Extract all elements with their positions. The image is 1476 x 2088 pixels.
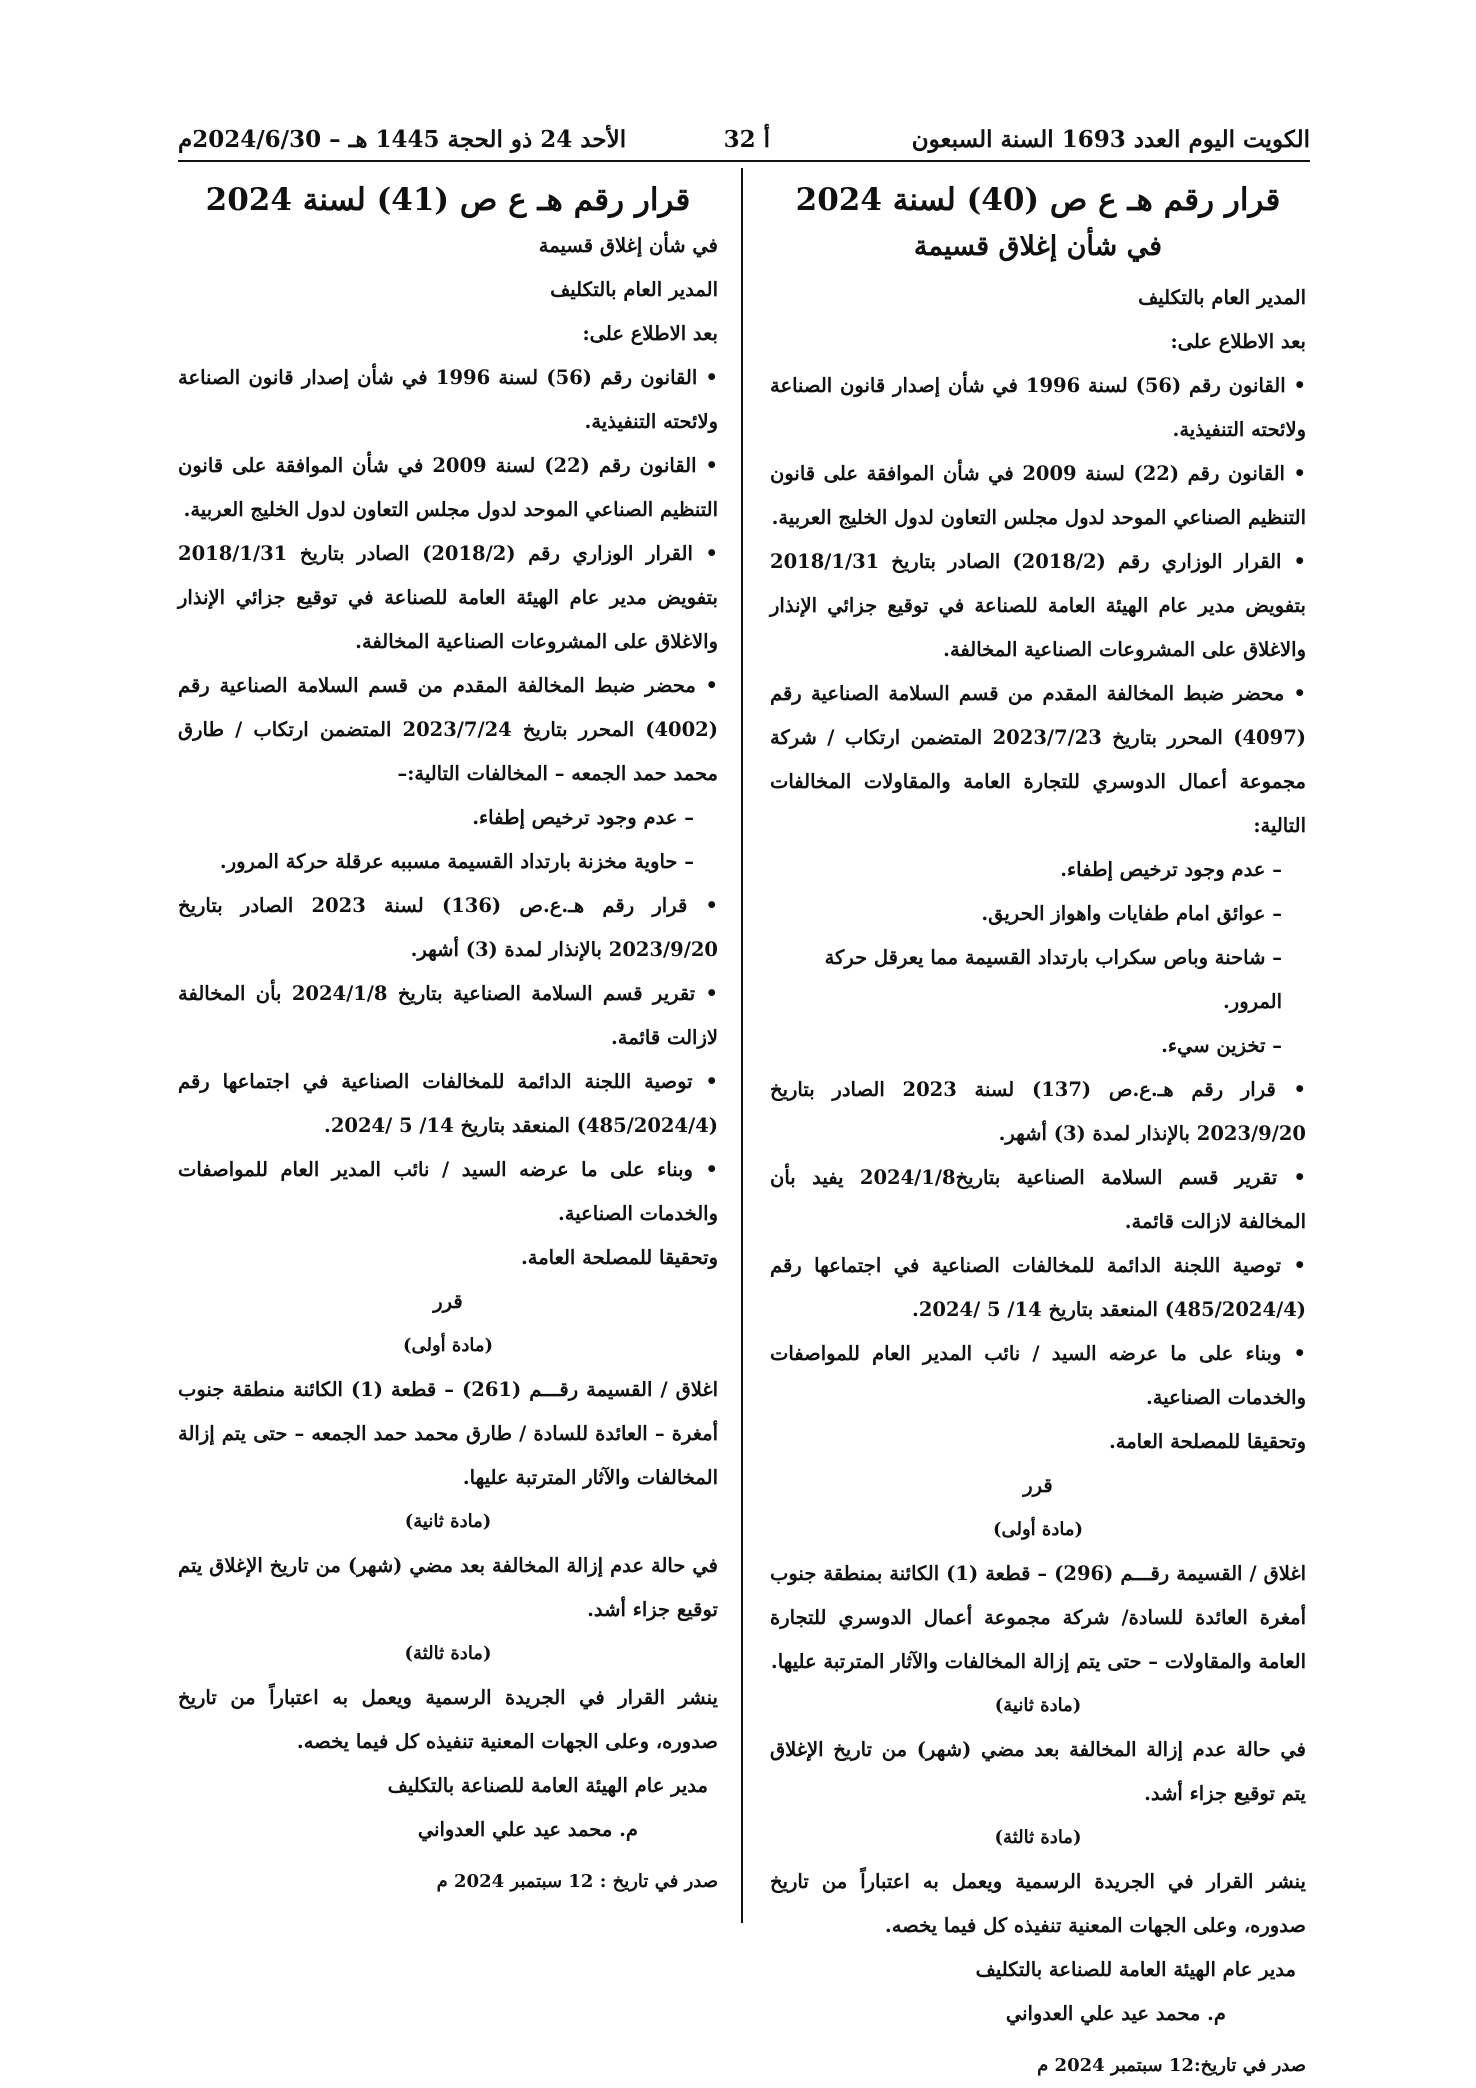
bullet-item: • قرار رقم هـ.ع.ص (136) لسنة 2023 الصادر بتاريخ 2023/9/20 بالإنذار لمدة (3) أشهر. (178, 884, 718, 972)
bullet-item: • وبناء على ما عرضه السيد / نائب المدير العام للمواصفات والخدمات الصناعية. (178, 1148, 718, 1236)
decided-heading: قرر (1023, 1474, 1053, 1497)
article-1-heading: (مادة أولى) (992, 1519, 1084, 1540)
article-1-heading: (مادة أولى) (402, 1335, 494, 1356)
bullet-item: • قرار رقم هـ.ع.ص (137) لسنة 2023 الصادر بتاريخ 2023/9/20 بالإنذار لمدة (3) أشهر. (770, 1068, 1306, 1156)
violation-item: – شاحنة وباص سكراب بارتداد القسيمة مما يعرقل حركة المرور. (770, 936, 1306, 1024)
decision-subtitle: في شأن إغلاق قسيمة (913, 231, 1163, 262)
violation-item: – عدم وجود ترخيص إطفاء. (178, 796, 718, 840)
column-divider (741, 168, 743, 1923)
decision-title: قرار رقم هـ ع ص (40) لسنة 2024 (795, 182, 1281, 218)
issue-date: صدر في تاريخ : 12 سبتمبر 2024 م (436, 1871, 718, 1892)
bullet-item: • محضر ضبط المخالفة المقدم من قسم السلامة الصناعية رقم (4002) المحرر بتاريخ 2023/7/24 المتضمن ارتكاب / طارق محمد حمد الجمعه – المخالفات التالية:– (178, 664, 718, 796)
bullet-item: • تقرير قسم السلامة الصناعية بتاريخ2024/1/8 يفيد بأن المخالفة لازالت قائمة. (770, 1156, 1306, 1244)
article-1-text: اغلاق / القسيمة رقـــم (261) – قطعة (1) الكائنة منطقة جنوب أمغرة – العائدة للسادة / طارق محمد حمد الجمعه – حتى يتم إزالة المخالفات والآثار المترتبة عليها. (178, 1378, 718, 1489)
bullet-item: • وبناء على ما عرضه السيد / نائب المدير العام للمواصفات والخدمات الصناعية. (770, 1332, 1306, 1420)
bullet-item: • تقرير قسم السلامة الصناعية بتاريخ 2024/1/8 بأن المخالفة لازالت قائمة. (178, 972, 718, 1060)
decision-41-column (178, 170, 718, 1904)
decision-subtitle: في شأن إغلاق قسيمة (538, 234, 718, 257)
bullet-item: • القانون رقم (22) لسنة 2009 في شأن الموافقة على قانون التنظيم الصناعي الموحد لدول مجلس التعاون لدول الخليج العربية. (770, 452, 1306, 540)
header-date: الأحد 24 ذو الحجة 1445 هـ – 2024/6/30م (178, 126, 627, 153)
violation-item: – تخزين سيء. (770, 1024, 1306, 1068)
page-header (178, 118, 1310, 160)
bullet-item: • القانون رقم (56) لسنة 1996 في شأن إصدار قانون الصناعة ولائحته التنفيذية. (770, 364, 1306, 452)
signature-title: مدير عام الهيئة العامة للصناعة بالتكليف (387, 1774, 708, 1797)
violation-item: – عوائق امام طفايات واهواز الحريق. (770, 892, 1306, 936)
header-rule (178, 160, 1310, 162)
issuer: المدير العام بالتكليف (550, 278, 718, 301)
bullet-item: • توصية اللجنة الدائمة للمخالفات الصناعية في اجتماعها رقم (485/2024/4) المنعقد بتاريخ 14/ 5 /2024. (178, 1060, 718, 1148)
article-2-text: في حالة عدم إزالة المخالفة بعد مضي (شهر) من تاريخ الإغلاق يتم توقيع جزاء أشد. (178, 1554, 718, 1621)
review-intro: بعد الاطلاع على: (582, 322, 718, 345)
article-2-heading: (مادة ثانية) (994, 1695, 1082, 1716)
decision-title: قرار رقم هـ ع ص (41) لسنة 2024 (205, 182, 691, 218)
decided-heading: قرر (433, 1290, 463, 1313)
article-1-text: اغلاق / القسيمة رقـــم (296) – قطعة (1) الكائنة بمنطقة جنوب أمغرة العائدة للسادة/ شركة مجموعة أعمال الدوسري للتجارة العامة والمقاولات – حتى يتم إزالة المخالفات والآثار المترتبة عليها. (770, 1562, 1307, 1673)
article-3-heading: (مادة ثالثة) (994, 1827, 1082, 1848)
public-interest: وتحقيقا للمصلحة العامة. (520, 1246, 718, 1269)
public-interest: وتحقيقا للمصلحة العامة. (1108, 1430, 1306, 1453)
bullet-item: • القرار الوزاري رقم (2018/2) الصادر بتاريخ 2018/1/31 بتفويض مدير عام الهيئة العامة للصناعة في توقيع جزائي الإنذار والاغلاق على المشروعات الصناعية المخالفة. (178, 532, 718, 664)
bullet-item: • محضر ضبط المخالفة المقدم من قسم السلامة الصناعية رقم (4097) المحرر بتاريخ 2023/7/23 المتضمن ارتكاب / شركة مجموعة أعمال الدوسري للتجارة العامة والمقاولات المخالفات التالية: (770, 672, 1306, 848)
signature-name: م. محمد عيد علي العدواني (417, 1818, 638, 1841)
violation-item: – عدم وجود ترخيص إطفاء. (770, 848, 1306, 892)
article-3-text: ينشر القرار في الجريدة الرسمية ويعمل به اعتباراً من تاريخ صدوره، وعلى الجهات المعنية تنفيذه كل فيما يخصه. (178, 1686, 718, 1753)
bullet-item: • القانون رقم (22) لسنة 2009 في شأن الموافقة على قانون التنظيم الصناعي الموحد لدول مجلس التعاون لدول الخليج العربية. (178, 444, 718, 532)
decision-40-column (770, 170, 1306, 2088)
bullet-item: • القرار الوزاري رقم (2018/2) الصادر بتاريخ 2018/1/31 بتفويض مدير عام الهيئة العامة للصناعة في توقيع جزائي الإنذار والاغلاق على المشروعات الصناعية المخالفة. (770, 540, 1306, 672)
signature-name: م. محمد عيد علي العدواني (1005, 2002, 1226, 2025)
bullet-item: • القانون رقم (56) لسنة 1996 في شأن إصدار قانون الصناعة ولائحته التنفيذية. (178, 356, 718, 444)
issue-date: صدر في تاريخ:12 سبتمبر 2024 م (1037, 2055, 1306, 2076)
article-2-text: في حالة عدم إزالة المخالفة بعد مضي (شهر) من تاريخ الإغلاق يتم توقيع جزاء أشد. (770, 1738, 1306, 1805)
bullet-item: • توصية اللجنة الدائمة للمخالفات الصناعية في اجتماعها رقم (485/2024/4) المنعقد بتاريخ 14/ 5 /2024. (770, 1244, 1306, 1332)
signature-title: مدير عام الهيئة العامة للصناعة بالتكليف (975, 1958, 1296, 1981)
header-page-number: أ 32 (723, 126, 770, 153)
article-3-text: ينشر القرار في الجريدة الرسمية ويعمل به اعتباراً من تاريخ صدوره، وعلى الجهات المعنية تنفيذه كل فيما يخصه. (770, 1870, 1306, 1937)
article-3-heading: (مادة ثالثة) (404, 1643, 492, 1664)
header-issue-info: الكويت اليوم العدد 1693 السنة السبعون (911, 126, 1310, 153)
review-intro: بعد الاطلاع على: (1170, 330, 1306, 353)
article-2-heading: (مادة ثانية) (404, 1511, 492, 1532)
issuer: المدير العام بالتكليف (1138, 286, 1306, 309)
violation-item: – حاوية مخزنة بارتداد القسيمة مسببه عرقلة حركة المرور. (178, 840, 718, 884)
